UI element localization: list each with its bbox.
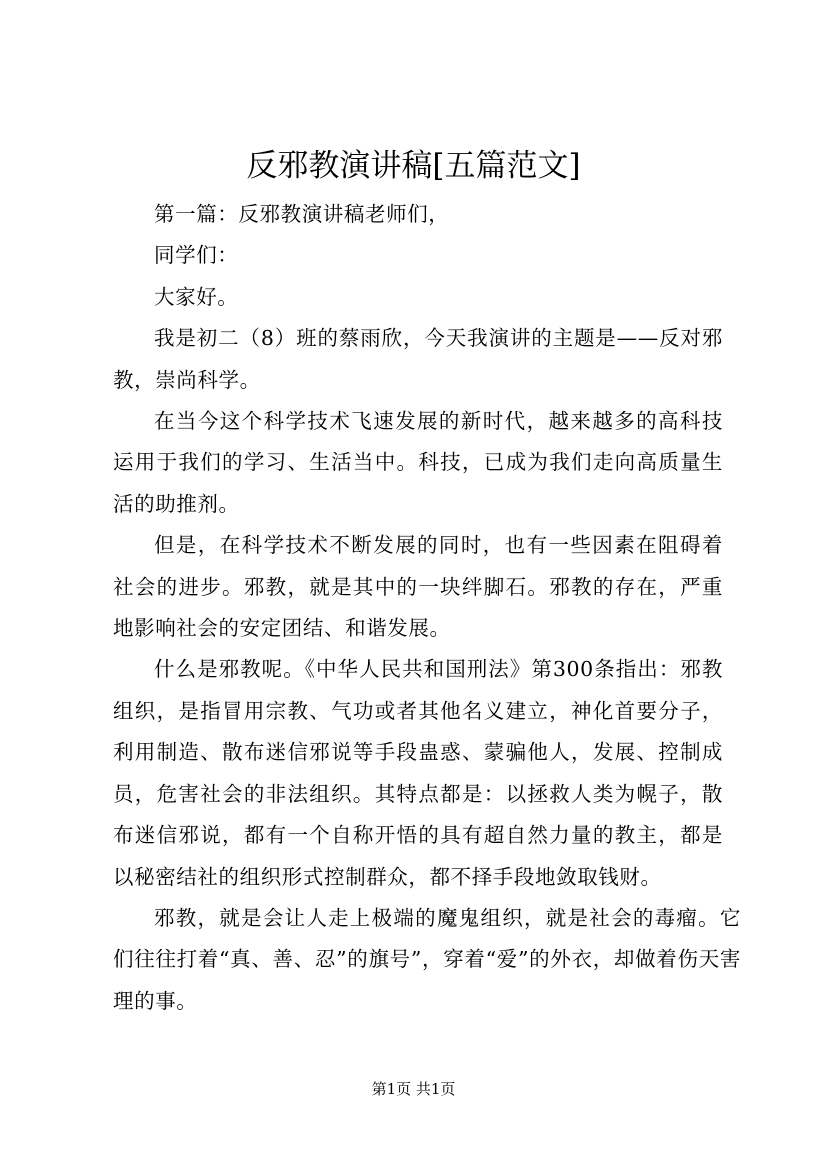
paragraph-intro: 我是初二（8）班的蔡雨欣，今天我演讲的主题是——反对邪教，崇尚科学。	[113, 326, 723, 392]
document-title: 反邪教演讲稿[五篇范文]	[246, 148, 581, 184]
paragraph-conclusion: 邪教，就是会让人走上极端的魔鬼组织，就是社会的毒瘤。它们往往打着“真、善、忍”的旗号”，穿着“爱”的外衣，却做着伤天害理的事。	[113, 905, 741, 1013]
paragraph-salutation: 同学们：	[154, 243, 239, 268]
paragraph-definition: 什么是邪教呢。《中华人民共和国刑法》第300条指出：邪教组织，是指冒用宗教、气功或者其他名义建立，神化首要分子，利用制造、散布迷信邪说等手段蛊惑、蒙骗他人，发展、控制成员，危害社会的非法组织。其特点都是：以拯救人类为幌子，散布迷信邪说，都有一个自称开悟的具有超自然力量的教主，都是以秘密结社的组织形式控制群众，都不择手段地敛取钱财。	[113, 657, 723, 889]
paragraph-greeting: 第一篇：反邪教演讲稿老师们，	[154, 202, 450, 226]
paragraph-obstacle: 但是，在科学技术不断发展的同时，也有一些因素在阻碍着社会的进步。邪教，就是其中的一块绊脚石。邪教的存在，严重地影响社会的安定团结、和谐发展。	[113, 533, 723, 641]
document-body	[113, 194, 741, 1022]
paragraph-technology: 在当今这个科学技术飞速发展的新时代，越来越多的高科技运用于我们的学习、生活当中。科技，已成为我们走向高质量生活的助推剂。	[113, 409, 723, 516]
page-footer: 第1页 共1页	[371, 1080, 456, 1098]
paragraph-hello: 大家好。	[154, 284, 239, 309]
